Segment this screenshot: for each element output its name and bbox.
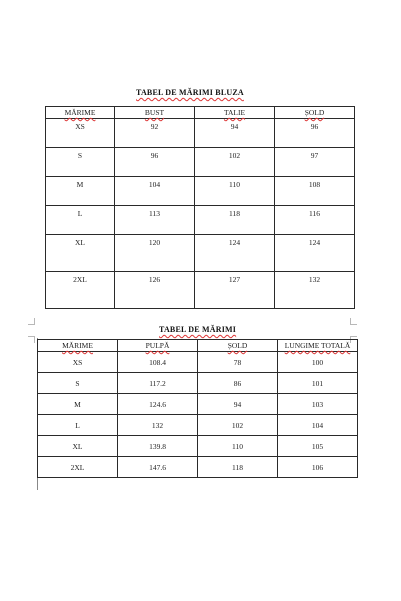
table-row [46, 119, 355, 148]
column-header: ȘOLD [198, 340, 278, 352]
table-cell: XS [38, 352, 118, 373]
table-cell: 94 [195, 119, 275, 148]
table-cell: 124 [275, 235, 355, 272]
table-cell: S [46, 148, 115, 177]
table-row [46, 206, 355, 235]
table-cell: 92 [115, 119, 195, 148]
table-cell: 96 [115, 148, 195, 177]
table-cell: 94 [198, 394, 278, 415]
table-cell: 108 [275, 177, 355, 206]
table-cell: 139.8 [118, 436, 198, 457]
table-cell: 102 [198, 415, 278, 436]
table-cell: 124.6 [118, 394, 198, 415]
table-cell: 104 [115, 177, 195, 206]
size-table-general [37, 339, 358, 478]
table-cell: 113 [115, 206, 195, 235]
table-cell: M [38, 394, 118, 415]
column-header: PULPĂ [118, 340, 198, 352]
table2-title: TABEL DE MĂRIMI [159, 325, 237, 334]
table-cell: 147.6 [118, 457, 198, 478]
table-cell: 127 [195, 272, 275, 309]
table-cell: 96 [275, 119, 355, 148]
table1-title: TABEL DE MĂRIMI BLUZA [136, 88, 244, 97]
table-cell: M [46, 177, 115, 206]
table-cell: 97 [275, 148, 355, 177]
table-cell: 101 [278, 373, 358, 394]
table-cell: 132 [275, 272, 355, 309]
page-corner-mark [28, 318, 35, 325]
table-row [38, 436, 358, 457]
table-cell: 110 [195, 177, 275, 206]
table-cell: XL [38, 436, 118, 457]
table-cell: S [38, 373, 118, 394]
table-cell: 126 [115, 272, 195, 309]
table-cell: 105 [278, 436, 358, 457]
column-header: MĂRIME [46, 107, 115, 119]
table-cell: 110 [198, 436, 278, 457]
column-header: MĂRIME [38, 340, 118, 352]
table-cell: L [38, 415, 118, 436]
table-row [38, 373, 358, 394]
page-corner-mark [350, 318, 357, 325]
table-cell: 108.4 [118, 352, 198, 373]
table-cell: 106 [278, 457, 358, 478]
table-cell: 2XL [46, 272, 115, 309]
table-row [38, 457, 358, 478]
table-cell: 2XL [38, 457, 118, 478]
table-cell: 118 [198, 457, 278, 478]
table-row [38, 394, 358, 415]
table-row [46, 235, 355, 272]
page-corner-mark [28, 336, 35, 343]
size-table-blouse [45, 106, 355, 309]
column-header: ȘOLD [275, 107, 355, 119]
table-cell: 103 [278, 394, 358, 415]
table-row [46, 272, 355, 309]
table-cell: L [46, 206, 115, 235]
table-cell: 118 [195, 206, 275, 235]
table-row [38, 415, 358, 436]
table-cell: 124 [195, 235, 275, 272]
table-cell: 120 [115, 235, 195, 272]
table-cell: 104 [278, 415, 358, 436]
table-cell: 78 [198, 352, 278, 373]
table-header-row [38, 340, 358, 352]
column-header: BUST [115, 107, 195, 119]
column-header: TALIE [195, 107, 275, 119]
table-row [46, 148, 355, 177]
table-cell: 100 [278, 352, 358, 373]
table-cell: XS [46, 119, 115, 148]
table-cell: XL [46, 235, 115, 272]
table-cell: 86 [198, 373, 278, 394]
table-row [38, 352, 358, 373]
table-cell: 116 [275, 206, 355, 235]
column-header: LUNGIME TOTALĂ [278, 340, 358, 352]
table-cell: 102 [195, 148, 275, 177]
table-cell: 117.2 [118, 373, 198, 394]
table-row [46, 177, 355, 206]
table-header-row [46, 107, 355, 119]
table-cell: 132 [118, 415, 198, 436]
